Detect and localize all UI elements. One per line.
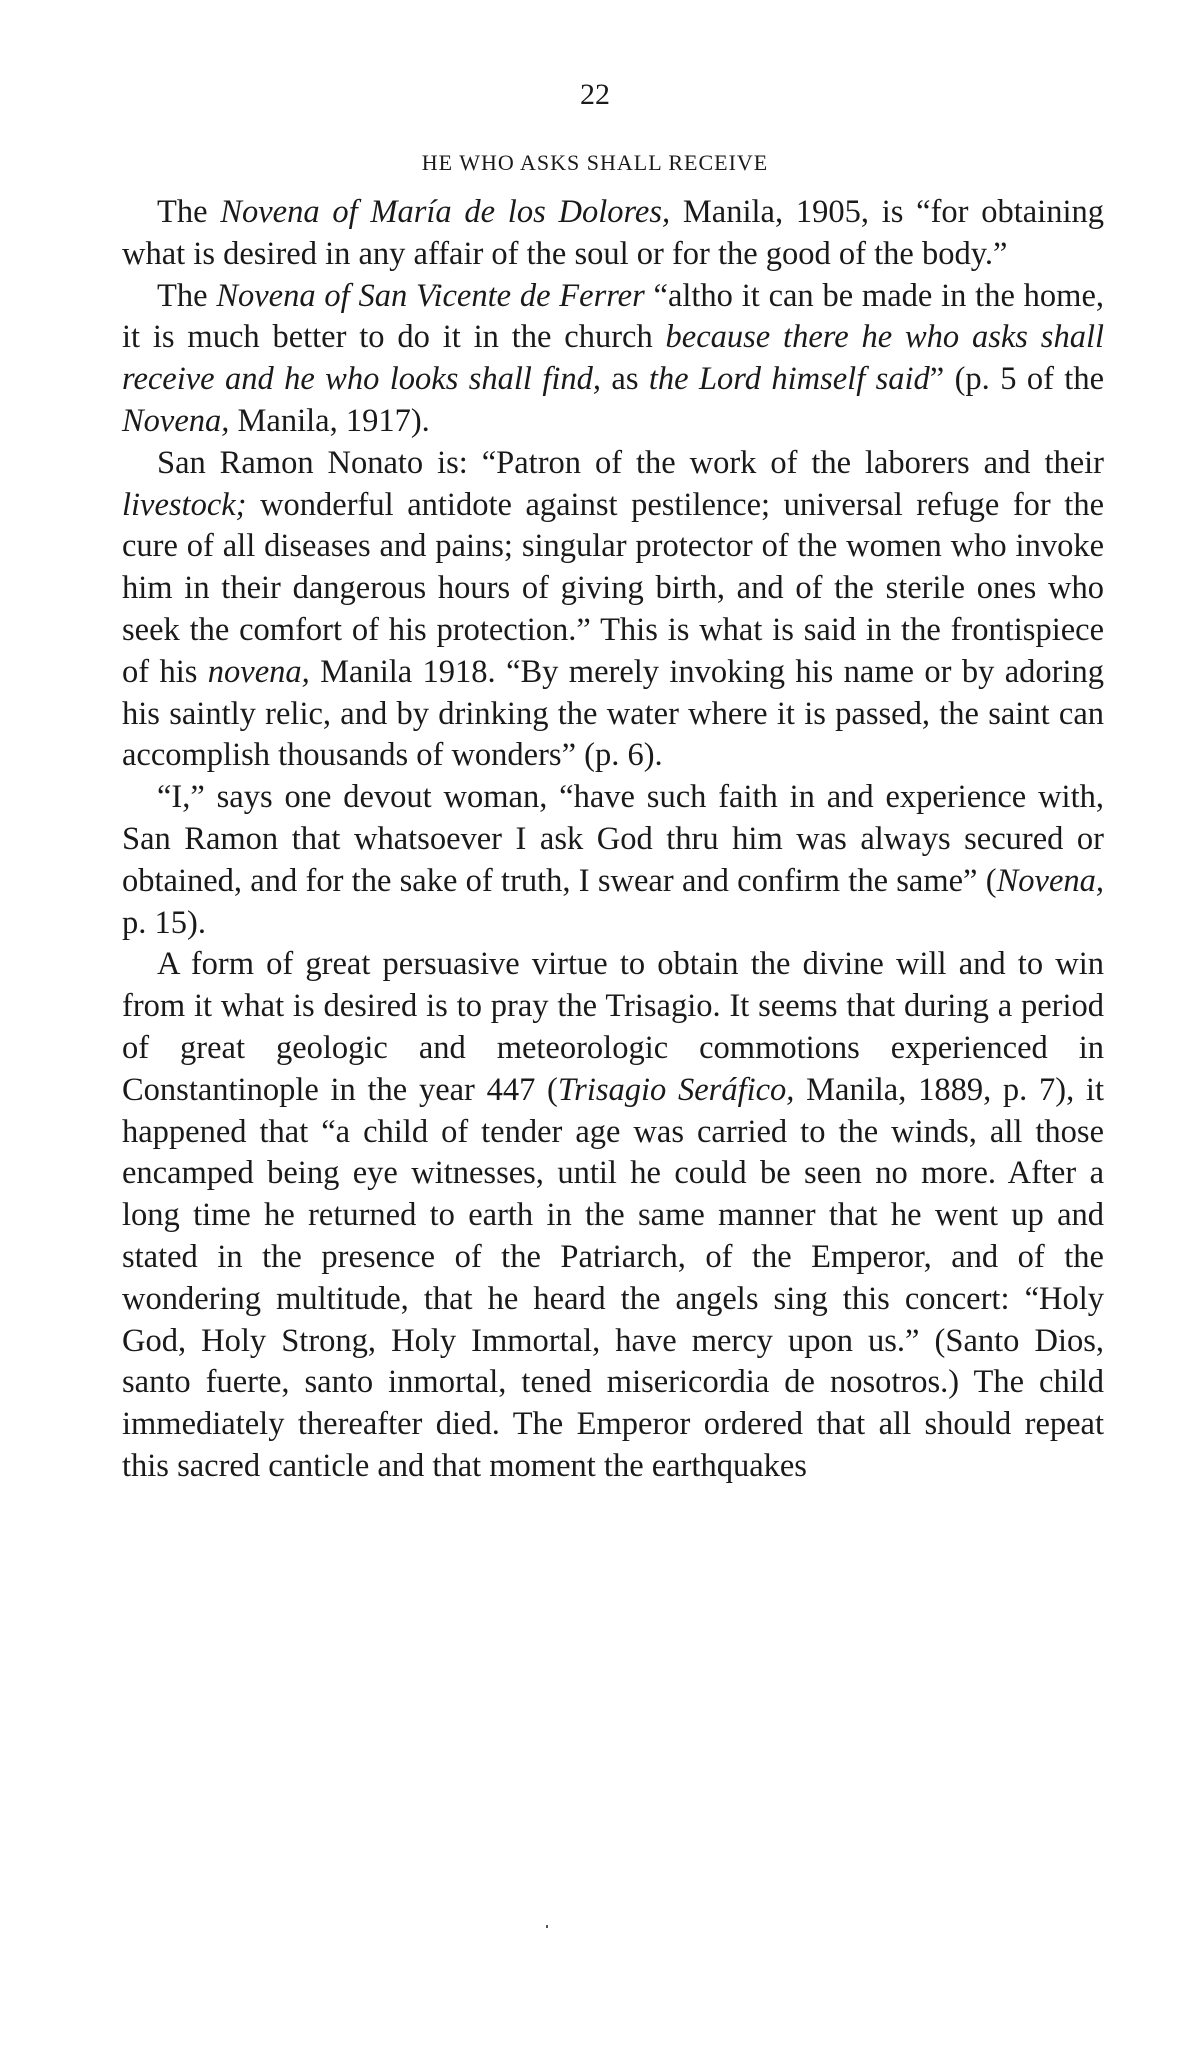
- italic-text: novena,: [207, 653, 310, 690]
- body-text: [122, 192, 1104, 1488]
- italic-text: Novena of María de los Dolores,: [220, 194, 671, 230]
- text-run: San Ramon Nonato is: “Patron of the work of the laborers and their: [157, 444, 1104, 481]
- italic-text: Novena,: [122, 402, 230, 439]
- text-run: p. 15).: [122, 904, 206, 941]
- text-run: “I,” says one devout woman, “have such faith in and experience with, San Ramon that whatsoever I ask God thru him was always secured or obtained, and for the sake of truth, I swear and confirm the same” (: [122, 779, 1104, 899]
- paragraph: [122, 443, 1104, 777]
- paragraph: [122, 777, 1104, 944]
- page-number: 22: [580, 78, 610, 111]
- paragraph: [122, 192, 1104, 276]
- text-run: The: [157, 277, 217, 314]
- paragraph: [122, 276, 1104, 443]
- text-run: ” (p. 5 of the: [929, 361, 1104, 398]
- running-head: HE WHO ASKS SHALL RECEIVE: [421, 150, 769, 175]
- italic-text: Trisagio Seráfico,: [557, 1071, 795, 1108]
- text-run: as: [601, 361, 649, 398]
- italic-text: the Lord himself said: [648, 361, 930, 398]
- text-run: Manila 1918. “By merely invoking his name or by adoring his saintly relic, and by drinking the water where it is passed, the saint can accomplish thousands of wonders” (p. 6).: [122, 653, 1105, 774]
- text-run: “altho it can be made in the home, it is much better to do it in the church: [122, 277, 1105, 356]
- text-run: The: [157, 194, 221, 230]
- text-run: Manila, 1905, is “for obtaining what is desired in any affair of the soul or for the good of the body.”: [122, 194, 1104, 272]
- italic-text: Novena of San Vicente de Ferrer: [216, 277, 645, 314]
- paragraph: [122, 944, 1104, 1487]
- text-run: Manila, 1889, p. 7), it happened that “a child of tender age was carried to the winds, all those encamped being eye witnesses, until he could be seen no more. After a long time he returned to earth in the same manner that he went up and stated in the presence of the Patriarch, of the Emperor, and of the wondering multitude, that he heard the angels sing this concert: “Holy God, Holy Strong, Holy Immortal, have mercy upon us.” (Santo Dios, santo fuerte, santo inmortal, tened misericordia de nosotros.) The child immediately thereafter died. The Emperor ordered that all should repeat this sacred canticle and that moment the earthquakes: [122, 1071, 1104, 1484]
- italic-text: because there he who asks shall receive and he who looks shall find,: [122, 319, 1105, 398]
- text-run: A form of great persuasive virtue to obtain the divine will and to win from it what is desired is to pray the Trisagio. It seems that during a period of great geologic and meteorologic commotions experienced in Constantinople in the year 447 (: [122, 946, 1104, 1108]
- italic-text: livestock;: [122, 486, 247, 523]
- text-run: Manila, 1917).: [229, 402, 430, 439]
- text-run: wonderful antidote against pestilence; universal refuge for the cure of all diseases and pains; singular protector of the women who invoke him in their dangerous hours of giving birth, and of the sterile ones who seek the comfort of his protection.” This is what is said in the frontispiece of his: [122, 486, 1104, 690]
- italic-text: Novena,: [996, 862, 1104, 899]
- ink-speck: [546, 1925, 548, 1928]
